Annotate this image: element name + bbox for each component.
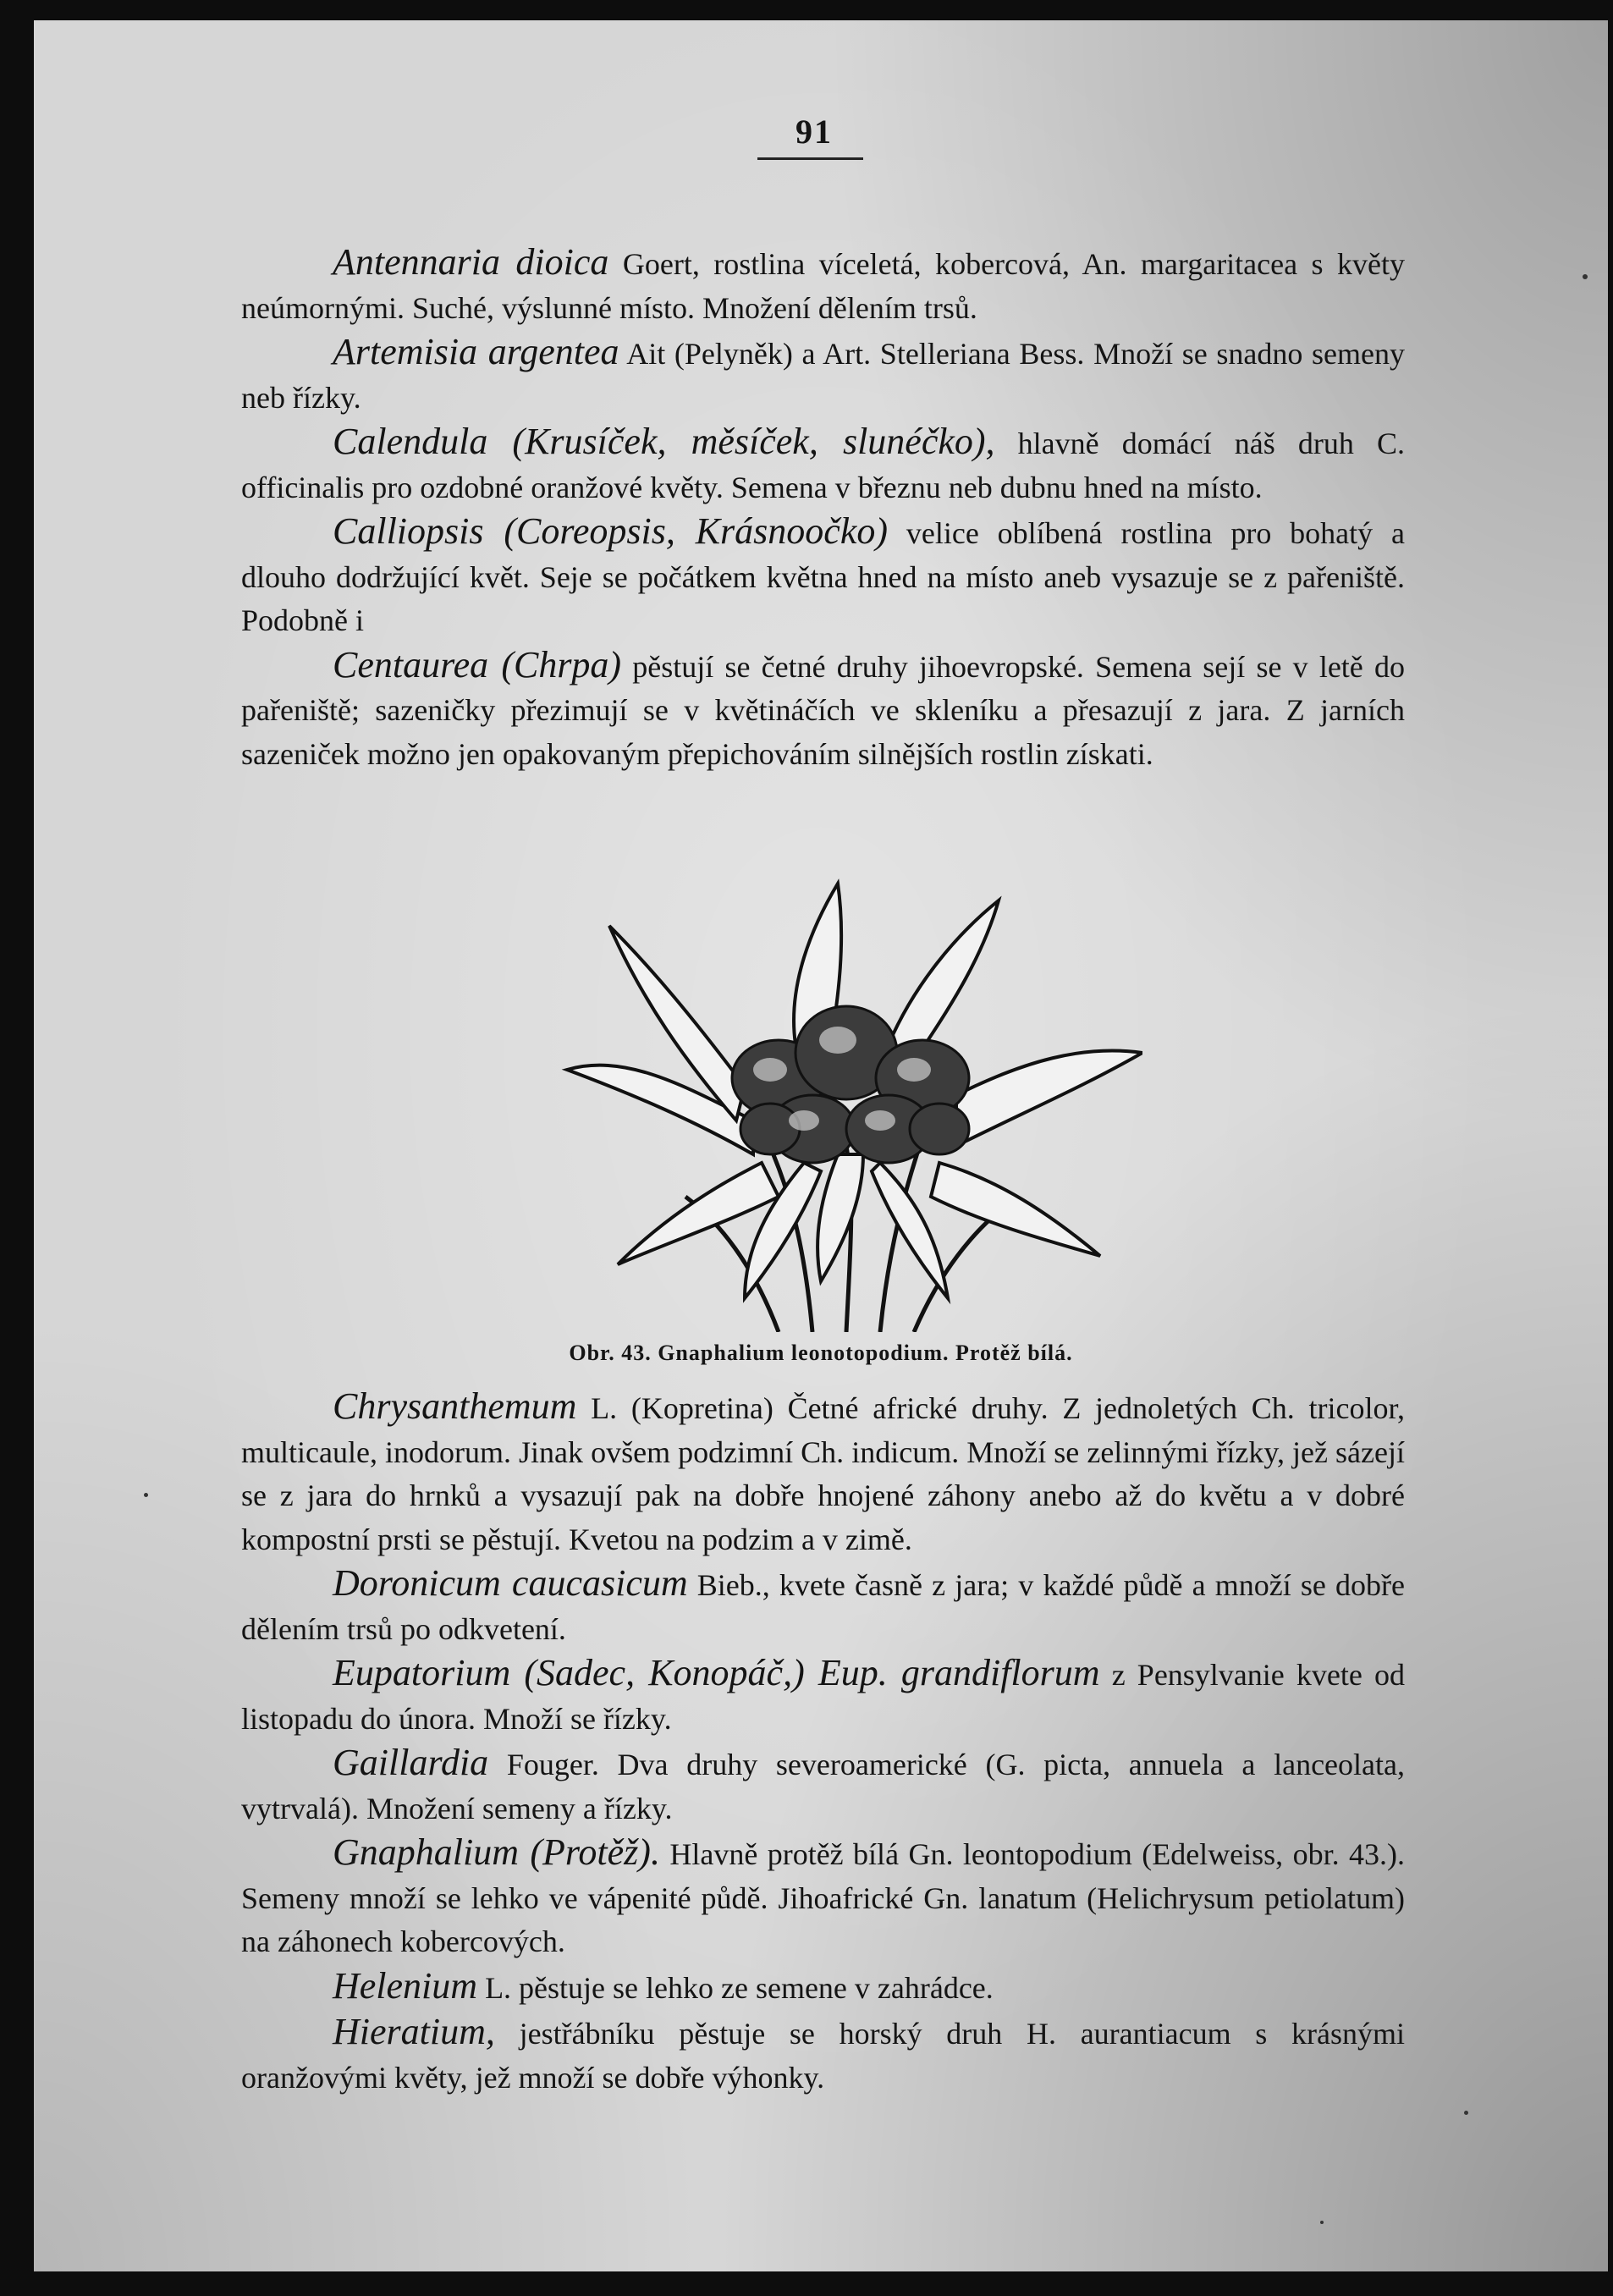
entry-term: Antennaria dioica [333,241,609,283]
entry-term: Calliopsis (Coreopsis, Krásnoočko) [333,510,889,552]
entry-eupatorium [241,1651,1405,1741]
bract [818,1154,863,1281]
edelweiss-illustration [559,875,1142,1332]
top-text-block [241,240,1405,776]
entry-term: Artemisia argentea [333,331,619,372]
entry-text: L. pěstuje se lehko ze semene v zahrádce. [477,1970,994,2005]
page-number-rule [757,157,863,160]
entry-artemisia [241,330,1405,420]
entry-text: Fouger. Dva druhy severoamerické (G. picta, annuela a lanceolata, vytrvalá). Množení semeny a řízky. [241,1748,1405,1825]
entry-helenium [241,1964,1405,2011]
book-page [34,20,1608,2271]
entry-term: Gaillardia [333,1742,489,1783]
entry-text: z Pensylvanie kvete od listopadu do února. Množí se řízky. [241,1658,1405,1736]
entry-term: Hieratium, [333,2011,495,2052]
figure-caption: Obr. 43. Gnaphalium leonotopodium. Protěž bílá. [569,1341,1073,1365]
entry-term: Eupatorium (Sadec, Konopáč,) Eup. grandiflorum [333,1652,1100,1693]
entry-text: Hlavně protěž bílá Gn. leontopodium (Edelweiss, obr. 43.). Semeny množí se lehko ve vápenité půdě. Jihoafrické Gn. lanatum (Helichrysum petiolatum) na záhonech kobercových. [241,1837,1405,1958]
entry-text: pěstují se četné druhy jihoevropské. Semena sejí se v letě do pařeniště; sazeničky přezimují se v květináčích ve skleníku a přesazují z jara. Z jarních sazeniček možno jen opakovaným přepichováním silnějších rostlin získati. [241,649,1405,771]
entry-term: Calendula (Krusíček, měsíček, slunéčko), [333,421,995,462]
entry-text: Goert, rostlina víceletá, kobercová, An. margaritacea s květy neúmornými. Suché, výslunné místo. Množení dělením trsů. [241,247,1405,325]
entry-calliopsis [241,509,1405,643]
entry-term: Chrysanthemum [333,1385,577,1427]
entry-doronicum [241,1561,1405,1651]
page-number: 91 [795,113,833,151]
entry-term: Gnaphalium (Protěž). [333,1831,660,1873]
entry-gaillardia [241,1741,1405,1831]
entry-centaurea [241,643,1405,777]
entry-text: L. (Kopretina) Četné africké druhy. Z jednoletých Ch. tricolor, multicaule, inodorum. Jinak ovšem podzimní Ch. indicum. Množí se zelinnými řízky, jež sázejí se z jara do hrnků a vysazují pak na dobře hnojené záhony anebo až do květu a v dobré kompostní prsti se pěstují. Kvetou na podzim a v zimě. [241,1391,1405,1556]
entry-text: jestřábníku pěstuje se horský druh H. aurantiacum s krásnými oranžovými květy, jež množí se dobře výhonky. [241,2017,1405,2095]
entry-text: hlavně domácí náš druh C. officinalis pro ozdobné oranžové květy. Semena v březnu neb dubnu hned na místo. [241,427,1405,504]
bract [931,1163,1100,1256]
entry-term: Centaurea (Chrpa) [333,643,622,685]
entry-text: velice oblíbená rostlina pro bohatý a dlouho dodržující květ. Seje se počátkem května hned na místo aneb vysazuje se z pařeniště. Podobně i [241,516,1405,637]
entry-antennaria [241,240,1405,330]
paper-speck [1583,274,1588,279]
entry-text: Ait (Pelyněk) a Art. Stelleriana Bess. Množí se snadno semeny neb řízky. [241,337,1405,415]
entry-gnaphalium [241,1831,1405,1964]
entry-calendula [241,420,1405,509]
bract [956,1050,1142,1146]
entry-chrysanthemum [241,1385,1405,1561]
entry-text: Bieb., kvete časně z jara; v každé půdě a množí se dobře dělením trsů po odkvetení. [241,1568,1405,1646]
bract [889,900,999,1061]
entry-term: Helenium [333,1964,478,2007]
flower-head [740,1104,800,1154]
flower-head [910,1104,969,1154]
entry-hieratium [241,2010,1405,2100]
bottom-text-block [241,1385,1405,2100]
entry-term: Doronicum caucasicum [333,1562,688,1604]
paper-speck [1320,2221,1324,2224]
paper-speck [1464,2111,1468,2115]
paper-speck [144,1493,148,1497]
